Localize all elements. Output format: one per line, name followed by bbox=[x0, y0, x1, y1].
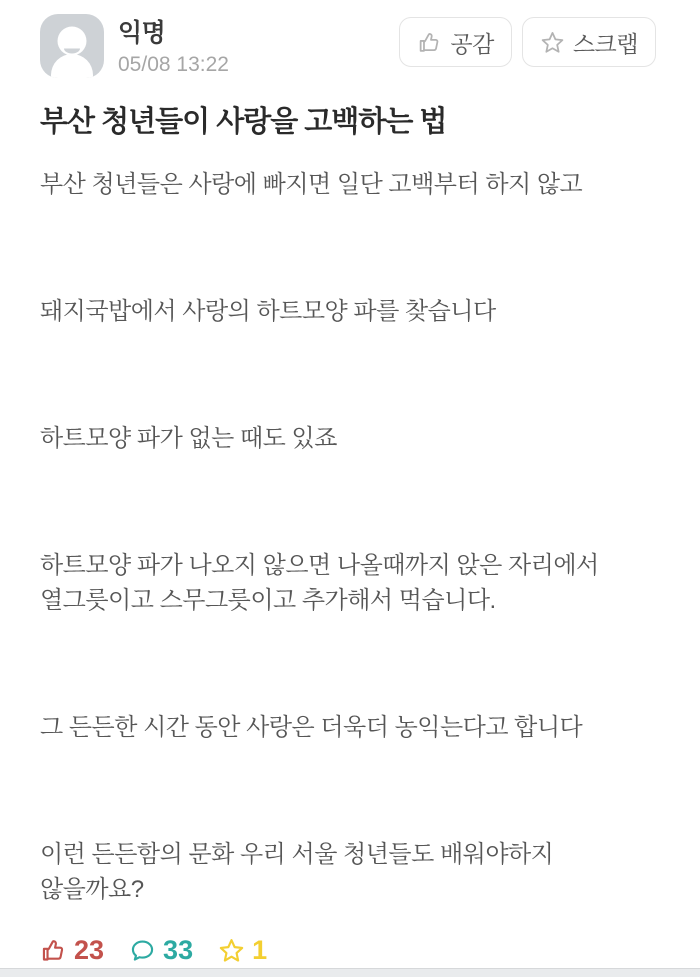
scrap-count[interactable] bbox=[218, 935, 267, 966]
comment-count[interactable] bbox=[129, 935, 193, 966]
post-paragraph: 그 든든한 시간 동안 사랑은 더욱더 농익는다고 합니다 bbox=[40, 714, 583, 741]
post-stats bbox=[40, 935, 656, 966]
author-name: 익명 bbox=[118, 19, 166, 47]
post-timestamp: 05/08 13:22 bbox=[118, 52, 229, 76]
speech-bubble-icon bbox=[129, 937, 156, 964]
like-count-value: 23 bbox=[74, 935, 105, 965]
post-paragraph: 부산 청년들은 사랑에 빠지면 일단 고백부터 하지 않고 bbox=[40, 171, 583, 198]
thumbs-up-icon bbox=[40, 937, 67, 964]
scrap-button[interactable] bbox=[522, 17, 656, 67]
post-body bbox=[40, 167, 656, 907]
star-icon bbox=[218, 937, 245, 964]
post-paragraph: 하트모양 파가 없는 때도 있죠 bbox=[40, 425, 337, 452]
comment-count-value: 33 bbox=[163, 935, 194, 965]
header-actions bbox=[399, 14, 656, 67]
post-paragraph: 하트모양 파가 나오지 않으면 나올때까지 앉은 자리에서 열그릇이고 스무그릇이고 추가해서 먹습니다. bbox=[40, 552, 599, 614]
post-title: 부산 청년들이 사랑을 고백하는 법 bbox=[40, 106, 447, 138]
star-icon bbox=[540, 30, 565, 55]
avatar[interactable] bbox=[40, 14, 104, 78]
like-button-label: 공감 bbox=[450, 30, 494, 57]
like-count[interactable] bbox=[40, 935, 104, 966]
post-paragraph: 이런 든든함의 문화 우리 서울 청년들도 배워야하지 않을까요? bbox=[40, 841, 554, 903]
author-block bbox=[118, 14, 229, 77]
anonymous-person-icon bbox=[40, 14, 104, 78]
like-button[interactable] bbox=[399, 17, 511, 67]
scrap-count-value: 1 bbox=[252, 935, 268, 965]
thumbs-up-icon bbox=[417, 30, 442, 55]
scrap-button-label: 스크랩 bbox=[572, 30, 638, 57]
post-paragraph: 돼지국밥에서 사랑의 하트모양 파를 찾습니다 bbox=[40, 298, 496, 325]
post-header bbox=[40, 14, 656, 78]
section-divider bbox=[0, 968, 700, 977]
